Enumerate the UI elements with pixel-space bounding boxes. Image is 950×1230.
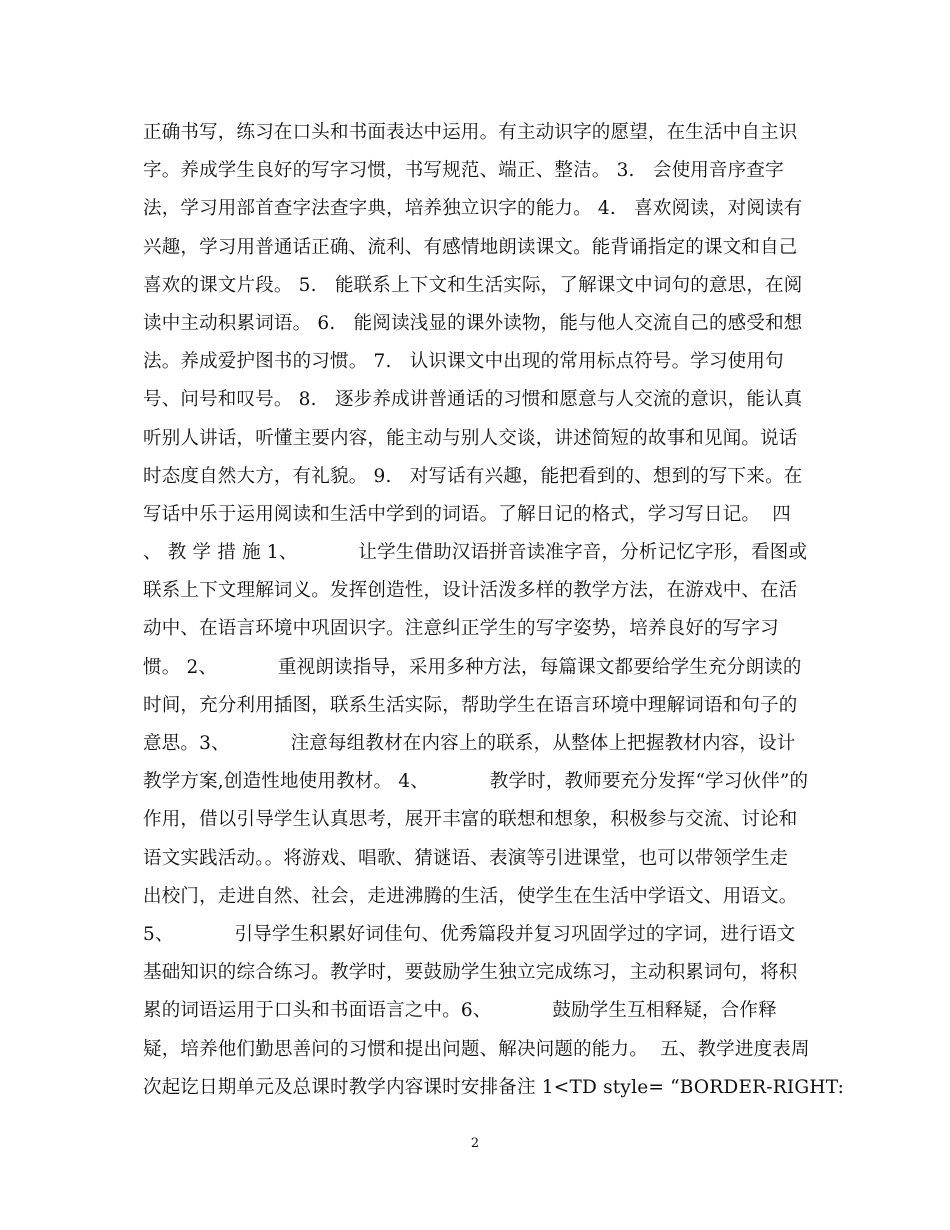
text-line: 作用，借以引导学生认真思考，展开丰富的联想和想象，积极参与交流、讨论和 [143,809,798,831]
text-line: 号、问号和叹号。 8. 逐步养成讲普通话的习惯和愿意与人交流的意识，能认真 [143,389,803,411]
text-line: 疑，培养他们勤思善问的习惯和提出问题、解决问题的能力。 五、教学进度表周 [143,1038,810,1060]
text-line: 正确书写，练习在口头和书面表达中运用。有主动识字的愿望，在生活中自主识 [143,122,798,143]
text-line: 语文实践活动。。将游戏、唱歌、猜谜语、表演等引进课堂，也可以带领学生走 [143,847,789,869]
text-line: 读中主动积累词语。 6. 能阅读浅显的课外读物，能与他人交流自己的感受和想 [143,312,803,334]
text-line: 、 教 学 措 施 1、 让学生借助汉语拼音读准字音，分析记忆字形，看图或 [143,542,808,564]
text-line: 兴趣，学习用普通话正确、流利、有感情地朗读课文。能背诵指定的课文和自己 [143,236,798,258]
text-line: 惯。 2、 重视朗读指导，采用多种方法，每篇课文都要给学生充分朗读的 [143,656,802,678]
text-line: 联系上下文理解词义。发挥创造性，设计活泼多样的教学方法，在游戏中、在活 [143,580,798,602]
text-line: 时间，充分利用插图，联系生活实际，帮助学生在语言环境中理解词语和句子的 [143,694,798,716]
text-line: 听别人讲话，听懂主要内容，能主动与别人交谈，讲述简短的故事和见闻。说话 [143,427,798,449]
text-line: 写话中乐于运用阅读和生活中学到的词语。了解日记的格式，学习写日记。 四 [143,503,791,525]
text-line: 教学方案,创造性地使用教材。 4、 教学时，教师要充分发挥“学习伙伴”的 [143,771,809,793]
text-line: 法，学习用部首查字法查字典，培养独立识字的能力。 4. 喜欢阅读，对阅读有 [143,198,803,220]
text-line: 5、 引导学生积累好词佳句、优秀篇段并复习巩固学过的字词，进行语文 [143,923,796,945]
text-line: 字。养成学生良好的写字习惯，书写规范、端正、整洁。 3. 会使用音序查字 [143,160,784,182]
text-line: 出校门，走进自然、社会，走进沸腾的生活，使学生在生活中学语文、用语文。 [143,885,798,907]
page-number: 2 [470,1136,480,1151]
text-line: 动中、在语言环境中巩固识字。注意纠正学生的写字姿势，培养良好的写字习 [143,618,779,640]
text-line: 法。养成爱护图书的习惯。 7. 认识课文中出现的常用标点符号。学习使用句 [143,351,784,373]
text-line: 喜欢的课文片段。 5. 能联系上下文和生活实际，了解课文中词句的意思，在阅 [143,274,803,296]
document-body [143,114,845,1107]
text-line: 次起讫日期单元及总课时教学内容课时安排备注 1<TD style= “BORDER-RIGHT: [143,1076,845,1098]
text-line: 累的词语运用于口头和书面语言之中。6、 鼓励学生互相释疑，合作释 [143,1000,777,1022]
text-line: 时态度自然大方，有礼貌。 9. 对写话有兴趣，能把看到的、想到的写下来。在 [143,465,803,487]
text-line: 基础知识的综合练习。教学时，要鼓励学生独立完成练习，主动积累词句，将积 [143,962,798,984]
text-line: 意思。3、 注意每组教材在内容上的联系，从整体上把握教材内容，设计 [143,733,796,754]
